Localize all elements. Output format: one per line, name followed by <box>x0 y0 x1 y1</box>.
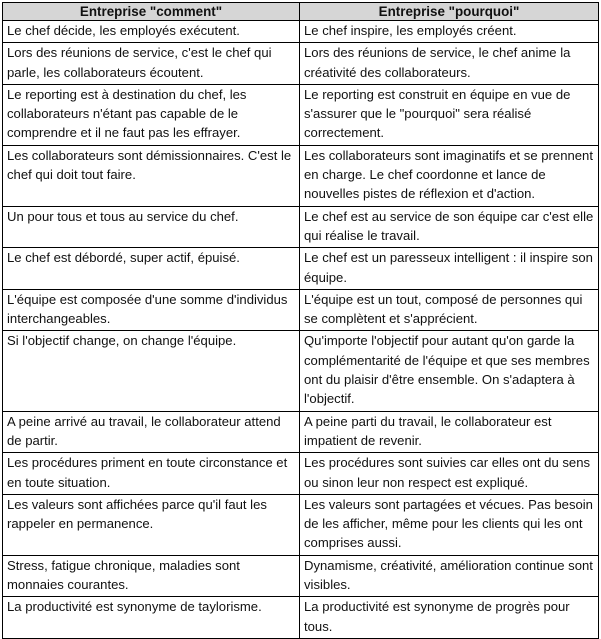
table-row <box>3 84 599 145</box>
cell-comment: Le chef est débordé, super actif, épuisé. <box>3 248 300 290</box>
cell-pourquoi: Les valeurs sont partagées et vécues. Pas besoin de les afficher, même pour les clients qui les ont comprises aussi. <box>300 494 599 555</box>
cell-pourquoi: L'équipe est un tout, composé de personnes qui se complètent et s'apprécient. <box>300 289 599 331</box>
table-row <box>3 43 599 85</box>
cell-pourquoi: Les procédures sont suivies car elles ont du sens ou sinon leur non respect est expliqué. <box>300 453 599 495</box>
cell-pourquoi: Le chef est un paresseux intelligent : il inspire son équipe. <box>300 248 599 290</box>
header-row <box>3 3 599 21</box>
cell-comment: Le reporting est à destination du chef, les collaborateurs n'étant pas capable de le comprendre et il ne faut pas les effrayer. <box>3 84 300 145</box>
cell-comment: Stress, fatigue chronique, maladies sont monnaies courantes. <box>3 555 300 597</box>
cell-comment: Si l'objectif change, on change l'équipe. <box>3 331 300 411</box>
table-row <box>3 206 599 248</box>
table-row <box>3 21 599 43</box>
table-row <box>3 411 599 453</box>
cell-comment: Les procédures priment en toute circonstance et en toute situation. <box>3 453 300 495</box>
cell-pourquoi: A peine parti du travail, le collaborateur est impatient de revenir. <box>300 411 599 453</box>
cell-pourquoi: Le reporting est construit en équipe en vue de s'assurer que le "pourquoi" sera réalisé correctement. <box>300 84 599 145</box>
cell-comment: Les collaborateurs sont démissionnaires. C'est le chef qui doit tout faire. <box>3 145 300 206</box>
cell-comment: L'équipe est composée d'une somme d'individus interchangeables. <box>3 289 300 331</box>
cell-pourquoi: Lors des réunions de service, le chef anime la créativité des collaborateurs. <box>300 43 599 85</box>
table-row <box>3 331 599 411</box>
table-row <box>3 289 599 331</box>
cell-comment: Un pour tous et tous au service du chef. <box>3 206 300 248</box>
table-row <box>3 494 599 555</box>
cell-comment: Lors des réunions de service, c'est le chef qui parle, les collaborateurs écoutent. <box>3 43 300 85</box>
cell-pourquoi: Qu'importe l'objectif pour autant qu'on garde la complémentarité de l'équipe et que ses membres ont du plaisir d'être ensemble. On s'adaptera à l'objectif. <box>300 331 599 411</box>
table-row <box>3 555 599 597</box>
table-row <box>3 453 599 495</box>
table-row <box>3 248 599 290</box>
cell-pourquoi: La productivité est synonyme de progrès pour tous. <box>300 597 599 639</box>
header-pourquoi: Entreprise "pourquoi" <box>300 3 599 21</box>
table-row <box>3 145 599 206</box>
cell-pourquoi: Le chef est au service de son équipe car c'est elle qui réalise le travail. <box>300 206 599 248</box>
cell-comment: A peine arrivé au travail, le collaborateur attend de partir. <box>3 411 300 453</box>
cell-pourquoi: Dynamisme, créativité, amélioration continue sont visibles. <box>300 555 599 597</box>
table-row <box>3 597 599 639</box>
cell-comment: Les valeurs sont affichées parce qu'il faut les rappeler en permanence. <box>3 494 300 555</box>
cell-pourquoi: Le chef inspire, les employés créent. <box>300 21 599 43</box>
header-comment: Entreprise "comment" <box>3 3 300 21</box>
cell-comment: Le chef décide, les employés exécutent. <box>3 21 300 43</box>
cell-pourquoi: Les collaborateurs sont imaginatifs et se prennent en charge. Le chef coordonne et lance de nouvelles pistes de réflexion et d'action. <box>300 145 599 206</box>
cell-comment: La productivité est synonyme de taylorisme. <box>3 597 300 639</box>
comparison-table <box>2 2 599 639</box>
